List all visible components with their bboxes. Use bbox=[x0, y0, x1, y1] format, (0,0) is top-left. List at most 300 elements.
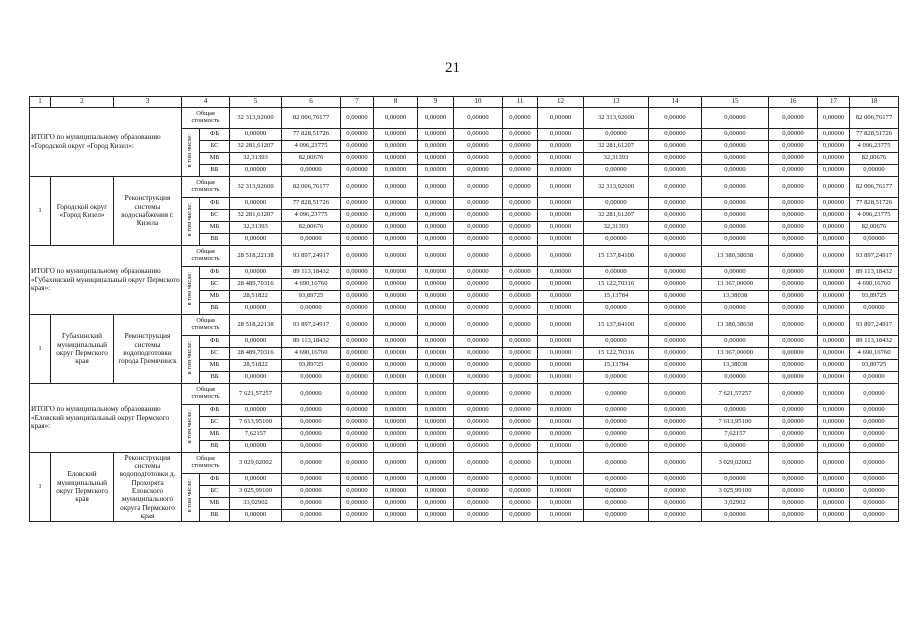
value-cell: 0,00000 bbox=[649, 336, 702, 348]
value-cell: 0,00000 bbox=[418, 372, 454, 384]
value-cell: 0,00000 bbox=[649, 279, 702, 291]
column-number: 14 bbox=[649, 97, 702, 108]
value-cell: 0,00000 bbox=[418, 246, 454, 267]
value-cell: 0,00000 bbox=[649, 510, 702, 522]
value-cell: 0,00000 bbox=[454, 474, 503, 486]
column-number: 4 bbox=[182, 97, 230, 108]
value-cell: 0,00000 bbox=[702, 165, 769, 177]
value-cell: 0,00000 bbox=[818, 234, 850, 246]
value-cell: 0,00000 bbox=[418, 405, 454, 417]
value-cell: 0,00000 bbox=[230, 198, 282, 210]
value-cell: 0,00000 bbox=[769, 246, 818, 267]
value-cell: 0,00000 bbox=[649, 405, 702, 417]
value-cell: 0,00000 bbox=[418, 474, 454, 486]
value-cell: 0,00000 bbox=[584, 453, 649, 474]
value-cell: 0,00000 bbox=[649, 234, 702, 246]
value-cell: 0,00000 bbox=[282, 303, 341, 315]
including-label-text: в том числе: bbox=[186, 134, 194, 168]
value-cell: 0,00000 bbox=[418, 108, 454, 129]
summary-row bbox=[30, 108, 899, 129]
value-cell: 0,00000 bbox=[769, 315, 818, 336]
value-cell: 0,00000 bbox=[584, 441, 649, 453]
value-cell: 0,00000 bbox=[538, 348, 584, 360]
value-cell: 0,00000 bbox=[769, 417, 818, 429]
source-label: ВБ bbox=[200, 441, 230, 453]
including-label bbox=[182, 129, 200, 177]
value-cell: 0,00000 bbox=[649, 129, 702, 141]
value-cell: 0,00000 bbox=[702, 267, 769, 279]
value-cell: 82,00676 bbox=[850, 222, 899, 234]
value-cell: 15,13784 bbox=[584, 360, 649, 372]
value-cell: 32 281,61207 bbox=[230, 210, 282, 222]
value-cell: 0,00000 bbox=[850, 498, 899, 510]
value-cell: 0,00000 bbox=[282, 384, 341, 405]
value-cell: 0,00000 bbox=[850, 510, 899, 522]
value-cell: 0,00000 bbox=[341, 474, 374, 486]
value-cell: 0,00000 bbox=[584, 498, 649, 510]
value-cell: 89 113,18432 bbox=[282, 267, 341, 279]
value-cell: 0,00000 bbox=[818, 246, 850, 267]
value-cell: 0,00000 bbox=[850, 165, 899, 177]
value-cell: 32,31393 bbox=[230, 222, 282, 234]
value-cell: 0,00000 bbox=[454, 108, 503, 129]
value-cell: 0,00000 bbox=[538, 510, 584, 522]
value-cell: 0,00000 bbox=[538, 474, 584, 486]
value-cell: 0,00000 bbox=[374, 129, 418, 141]
value-cell: 0,00000 bbox=[282, 234, 341, 246]
value-cell: 32 281,61207 bbox=[230, 141, 282, 153]
value-cell: 0,00000 bbox=[454, 153, 503, 165]
value-cell: 0,00000 bbox=[282, 453, 341, 474]
item-number: 1 bbox=[30, 453, 51, 522]
value-cell: 33,02902 bbox=[230, 498, 282, 510]
value-cell: 0,00000 bbox=[584, 417, 649, 429]
source-label: ВБ bbox=[200, 234, 230, 246]
value-cell: 32,31393 bbox=[584, 153, 649, 165]
value-cell: 0,00000 bbox=[850, 486, 899, 498]
value-cell: 0,00000 bbox=[341, 453, 374, 474]
value-cell: 0,00000 bbox=[702, 405, 769, 417]
value-cell: 0,00000 bbox=[418, 210, 454, 222]
value-cell: 0,00000 bbox=[649, 210, 702, 222]
value-cell: 0,00000 bbox=[538, 384, 584, 405]
source-label: БС bbox=[200, 348, 230, 360]
source-label: БС bbox=[200, 279, 230, 291]
value-cell: 32,31393 bbox=[584, 222, 649, 234]
value-cell: 0,00000 bbox=[769, 384, 818, 405]
value-cell: 0,00000 bbox=[418, 498, 454, 510]
value-cell: 0,00000 bbox=[282, 510, 341, 522]
value-cell: 0,00000 bbox=[818, 441, 850, 453]
value-cell: 0,00000 bbox=[584, 165, 649, 177]
value-cell: 0,00000 bbox=[584, 198, 649, 210]
value-cell: 32 313,92600 bbox=[230, 177, 282, 198]
value-cell: 0,00000 bbox=[503, 360, 538, 372]
value-cell: 0,00000 bbox=[230, 336, 282, 348]
value-cell: 0,00000 bbox=[538, 165, 584, 177]
source-label: БС bbox=[200, 210, 230, 222]
value-cell: 3 025,99100 bbox=[702, 486, 769, 498]
value-cell: 0,00000 bbox=[769, 510, 818, 522]
value-cell: 0,00000 bbox=[538, 405, 584, 417]
column-number: 6 bbox=[282, 97, 341, 108]
value-cell: 82 006,76177 bbox=[850, 108, 899, 129]
value-cell: 0,00000 bbox=[230, 510, 282, 522]
value-cell: 0,00000 bbox=[374, 267, 418, 279]
value-cell: 7 613,95100 bbox=[230, 417, 282, 429]
value-cell: 0,00000 bbox=[818, 348, 850, 360]
value-cell: 0,00000 bbox=[769, 108, 818, 129]
value-cell: 0,00000 bbox=[649, 177, 702, 198]
value-cell: 0,00000 bbox=[818, 510, 850, 522]
summary-row bbox=[30, 246, 899, 267]
source-label: МБ bbox=[200, 222, 230, 234]
value-cell: 0,00000 bbox=[503, 348, 538, 360]
value-cell: 0,00000 bbox=[418, 441, 454, 453]
value-cell: 0,00000 bbox=[538, 291, 584, 303]
value-cell: 0,00000 bbox=[818, 474, 850, 486]
value-cell: 0,00000 bbox=[454, 510, 503, 522]
value-cell: 0,00000 bbox=[818, 384, 850, 405]
value-cell: 0,00000 bbox=[230, 405, 282, 417]
value-cell: 0,00000 bbox=[818, 336, 850, 348]
value-cell: 13,38038 bbox=[702, 360, 769, 372]
value-cell: 7,62157 bbox=[230, 429, 282, 441]
value-cell: 0,00000 bbox=[649, 108, 702, 129]
value-cell: 0,00000 bbox=[341, 279, 374, 291]
value-cell: 15,13784 bbox=[584, 291, 649, 303]
value-cell: 0,00000 bbox=[454, 234, 503, 246]
value-cell: 0,00000 bbox=[649, 165, 702, 177]
value-cell: 0,00000 bbox=[584, 129, 649, 141]
value-cell: 0,00000 bbox=[230, 267, 282, 279]
value-cell: 0,00000 bbox=[374, 303, 418, 315]
value-cell: 3 029,02002 bbox=[702, 453, 769, 474]
item-row bbox=[30, 453, 899, 474]
value-cell: 0,00000 bbox=[418, 222, 454, 234]
value-cell: 0,00000 bbox=[454, 246, 503, 267]
value-cell: 0,00000 bbox=[769, 303, 818, 315]
object-name: Реконструкция системы водоподготовки д. Прохорята Еловского муниципального округа Пермского края bbox=[114, 453, 182, 522]
column-number: 9 bbox=[418, 97, 454, 108]
value-cell: 0,00000 bbox=[769, 153, 818, 165]
column-number: 12 bbox=[538, 97, 584, 108]
value-cell: 0,00000 bbox=[374, 246, 418, 267]
value-cell: 7 621,57257 bbox=[702, 384, 769, 405]
value-cell: 0,00000 bbox=[230, 303, 282, 315]
value-cell: 0,00000 bbox=[769, 405, 818, 417]
value-cell: 0,00000 bbox=[374, 486, 418, 498]
value-cell: 0,00000 bbox=[702, 108, 769, 129]
value-cell: 0,00000 bbox=[341, 153, 374, 165]
value-cell: 0,00000 bbox=[374, 510, 418, 522]
value-cell: 0,00000 bbox=[341, 498, 374, 510]
value-cell: 0,00000 bbox=[341, 198, 374, 210]
value-cell: 0,00000 bbox=[702, 441, 769, 453]
value-cell: 0,00000 bbox=[454, 486, 503, 498]
value-cell: 0,00000 bbox=[418, 510, 454, 522]
value-cell: 0,00000 bbox=[454, 129, 503, 141]
value-cell: 0,00000 bbox=[341, 510, 374, 522]
value-cell: 13 367,00000 bbox=[702, 348, 769, 360]
value-cell: 0,00000 bbox=[702, 510, 769, 522]
value-cell: 89 113,18432 bbox=[282, 336, 341, 348]
value-cell: 0,00000 bbox=[454, 210, 503, 222]
value-cell: 0,00000 bbox=[374, 384, 418, 405]
value-cell: 0,00000 bbox=[538, 210, 584, 222]
value-cell: 0,00000 bbox=[503, 474, 538, 486]
value-cell: 3,02902 bbox=[702, 498, 769, 510]
value-cell: 93 897,24917 bbox=[850, 315, 899, 336]
value-cell: 77 828,51726 bbox=[282, 198, 341, 210]
value-cell: 0,00000 bbox=[503, 486, 538, 498]
value-cell: 0,00000 bbox=[418, 198, 454, 210]
value-cell: 0,00000 bbox=[769, 129, 818, 141]
value-cell: 0,00000 bbox=[454, 267, 503, 279]
value-cell: 0,00000 bbox=[503, 108, 538, 129]
value-cell: 0,00000 bbox=[374, 474, 418, 486]
total-cost-label: Общая стоимость bbox=[182, 177, 230, 198]
value-cell: 28 489,70316 bbox=[230, 279, 282, 291]
value-cell: 0,00000 bbox=[538, 372, 584, 384]
value-cell: 0,00000 bbox=[341, 372, 374, 384]
value-cell: 0,00000 bbox=[850, 303, 899, 315]
value-cell: 0,00000 bbox=[503, 441, 538, 453]
value-cell: 89 113,18432 bbox=[850, 336, 899, 348]
value-cell: 0,00000 bbox=[649, 453, 702, 474]
value-cell: 0,00000 bbox=[538, 246, 584, 267]
value-cell: 3 029,02002 bbox=[230, 453, 282, 474]
value-cell: 0,00000 bbox=[818, 498, 850, 510]
column-number: 8 bbox=[374, 97, 418, 108]
value-cell: 0,00000 bbox=[649, 267, 702, 279]
source-label: ФБ bbox=[200, 474, 230, 486]
value-cell: 0,00000 bbox=[649, 384, 702, 405]
value-cell: 0,00000 bbox=[418, 177, 454, 198]
value-cell: 0,00000 bbox=[454, 165, 503, 177]
summary-title: ИТОГО по муниципальному образованию «Губахинский муниципальный округ Пермского края»: bbox=[30, 246, 182, 315]
value-cell: 0,00000 bbox=[503, 129, 538, 141]
value-cell: 0,00000 bbox=[418, 141, 454, 153]
value-cell: 0,00000 bbox=[503, 267, 538, 279]
value-cell: 93 897,24917 bbox=[282, 315, 341, 336]
value-cell: 82 006,76177 bbox=[282, 108, 341, 129]
value-cell: 0,00000 bbox=[503, 510, 538, 522]
value-cell: 7 613,95100 bbox=[702, 417, 769, 429]
value-cell: 0,00000 bbox=[538, 486, 584, 498]
value-cell: 0,00000 bbox=[341, 165, 374, 177]
value-cell: 89 113,18432 bbox=[850, 267, 899, 279]
source-label: МБ bbox=[200, 429, 230, 441]
value-cell: 28 518,22138 bbox=[230, 246, 282, 267]
summary-title: ИТОГО по муниципальному образованию «Еловский муниципальный округ Пермского края»: bbox=[30, 384, 182, 453]
value-cell: 0,00000 bbox=[418, 315, 454, 336]
value-cell: 0,00000 bbox=[374, 441, 418, 453]
source-label: ВБ bbox=[200, 303, 230, 315]
value-cell: 0,00000 bbox=[418, 360, 454, 372]
value-cell: 0,00000 bbox=[454, 498, 503, 510]
value-cell: 0,00000 bbox=[454, 384, 503, 405]
value-cell: 0,00000 bbox=[282, 498, 341, 510]
value-cell: 0,00000 bbox=[418, 129, 454, 141]
column-number: 13 bbox=[584, 97, 649, 108]
value-cell: 0,00000 bbox=[702, 234, 769, 246]
value-cell: 0,00000 bbox=[818, 141, 850, 153]
value-cell: 0,00000 bbox=[769, 498, 818, 510]
value-cell: 0,00000 bbox=[850, 474, 899, 486]
value-cell: 0,00000 bbox=[584, 384, 649, 405]
including-label-text: в том числе: bbox=[186, 203, 194, 237]
value-cell: 0,00000 bbox=[649, 141, 702, 153]
value-cell: 0,00000 bbox=[649, 222, 702, 234]
value-cell: 0,00000 bbox=[769, 441, 818, 453]
value-cell: 0,00000 bbox=[769, 279, 818, 291]
value-cell: 82 006,76177 bbox=[850, 177, 899, 198]
value-cell: 0,00000 bbox=[374, 417, 418, 429]
value-cell: 0,00000 bbox=[538, 267, 584, 279]
value-cell: 0,00000 bbox=[418, 165, 454, 177]
value-cell: 93 897,24917 bbox=[282, 246, 341, 267]
value-cell: 0,00000 bbox=[418, 303, 454, 315]
value-cell: 0,00000 bbox=[769, 165, 818, 177]
value-cell: 0,00000 bbox=[818, 405, 850, 417]
value-cell: 0,00000 bbox=[341, 222, 374, 234]
value-cell: 0,00000 bbox=[584, 372, 649, 384]
value-cell: 0,00000 bbox=[454, 441, 503, 453]
value-cell: 0,00000 bbox=[503, 372, 538, 384]
value-cell: 0,00000 bbox=[769, 291, 818, 303]
summary-row bbox=[30, 384, 899, 405]
value-cell: 0,00000 bbox=[649, 372, 702, 384]
value-cell: 77 828,51726 bbox=[282, 129, 341, 141]
value-cell: 0,00000 bbox=[503, 177, 538, 198]
value-cell: 93,89725 bbox=[850, 291, 899, 303]
value-cell: 0,00000 bbox=[584, 336, 649, 348]
value-cell: 0,00000 bbox=[454, 279, 503, 291]
value-cell: 15 137,84100 bbox=[584, 246, 649, 267]
source-label: БС bbox=[200, 141, 230, 153]
value-cell: 4 096,23775 bbox=[850, 141, 899, 153]
value-cell: 0,00000 bbox=[230, 372, 282, 384]
value-cell: 0,00000 bbox=[503, 210, 538, 222]
source-label: МБ bbox=[200, 291, 230, 303]
column-number: 1 bbox=[30, 97, 51, 108]
value-cell: 0,00000 bbox=[649, 291, 702, 303]
value-cell: 77 828,51726 bbox=[850, 129, 899, 141]
value-cell: 0,00000 bbox=[418, 429, 454, 441]
value-cell: 0,00000 bbox=[282, 474, 341, 486]
value-cell: 0,00000 bbox=[418, 267, 454, 279]
value-cell: 15 137,84100 bbox=[584, 315, 649, 336]
value-cell: 0,00000 bbox=[418, 336, 454, 348]
summary-title: ИТОГО по муниципальному образованию «Городской округ «Город Кизел»: bbox=[30, 108, 182, 177]
value-cell: 0,00000 bbox=[769, 486, 818, 498]
total-cost-label: Общая стоимость bbox=[182, 453, 230, 474]
value-cell: 0,00000 bbox=[454, 315, 503, 336]
value-cell: 4 096,23775 bbox=[282, 210, 341, 222]
value-cell: 0,00000 bbox=[282, 429, 341, 441]
value-cell: 0,00000 bbox=[769, 198, 818, 210]
value-cell: 0,00000 bbox=[503, 303, 538, 315]
value-cell: 0,00000 bbox=[374, 153, 418, 165]
value-cell: 0,00000 bbox=[374, 291, 418, 303]
value-cell: 0,00000 bbox=[538, 453, 584, 474]
value-cell: 0,00000 bbox=[702, 153, 769, 165]
value-cell: 0,00000 bbox=[538, 315, 584, 336]
value-cell: 0,00000 bbox=[454, 405, 503, 417]
value-cell: 0,00000 bbox=[374, 336, 418, 348]
value-cell: 0,00000 bbox=[538, 429, 584, 441]
value-cell: 0,00000 bbox=[538, 279, 584, 291]
value-cell: 0,00000 bbox=[818, 210, 850, 222]
value-cell: 0,00000 bbox=[649, 429, 702, 441]
value-cell: 0,00000 bbox=[649, 441, 702, 453]
value-cell: 0,00000 bbox=[454, 291, 503, 303]
value-cell: 0,00000 bbox=[538, 417, 584, 429]
total-cost-label: Общая стоимость bbox=[182, 246, 230, 267]
item-row bbox=[30, 315, 899, 336]
value-cell: 0,00000 bbox=[818, 165, 850, 177]
column-number: 18 bbox=[850, 97, 899, 108]
value-cell: 82,00676 bbox=[850, 153, 899, 165]
value-cell: 0,00000 bbox=[818, 198, 850, 210]
municipality-name: Губахинский муниципальный округ Пермского края bbox=[51, 315, 114, 384]
column-number: 5 bbox=[230, 97, 282, 108]
value-cell: 3 025,99100 bbox=[230, 486, 282, 498]
value-cell: 0,00000 bbox=[503, 246, 538, 267]
value-cell: 0,00000 bbox=[818, 108, 850, 129]
value-cell: 0,00000 bbox=[769, 210, 818, 222]
value-cell: 0,00000 bbox=[538, 360, 584, 372]
value-cell: 0,00000 bbox=[374, 165, 418, 177]
value-cell: 0,00000 bbox=[374, 372, 418, 384]
value-cell: 0,00000 bbox=[538, 303, 584, 315]
value-cell: 0,00000 bbox=[374, 429, 418, 441]
value-cell: 0,00000 bbox=[374, 141, 418, 153]
funding-table bbox=[29, 96, 899, 522]
value-cell: 0,00000 bbox=[230, 474, 282, 486]
column-number: 7 bbox=[341, 97, 374, 108]
value-cell: 13 380,38038 bbox=[702, 246, 769, 267]
column-number: 3 bbox=[114, 97, 182, 108]
value-cell: 0,00000 bbox=[374, 453, 418, 474]
value-cell: 93 897,24917 bbox=[850, 246, 899, 267]
value-cell: 0,00000 bbox=[503, 165, 538, 177]
value-cell: 0,00000 bbox=[503, 384, 538, 405]
value-cell: 0,00000 bbox=[702, 474, 769, 486]
value-cell: 93,89725 bbox=[282, 360, 341, 372]
value-cell: 0,00000 bbox=[341, 384, 374, 405]
value-cell: 0,00000 bbox=[503, 153, 538, 165]
value-cell: 0,00000 bbox=[503, 222, 538, 234]
value-cell: 0,00000 bbox=[538, 234, 584, 246]
value-cell: 0,00000 bbox=[503, 198, 538, 210]
source-label: МБ bbox=[200, 498, 230, 510]
value-cell: 0,00000 bbox=[341, 486, 374, 498]
value-cell: 0,00000 bbox=[769, 474, 818, 486]
value-cell: 0,00000 bbox=[584, 510, 649, 522]
value-cell: 0,00000 bbox=[341, 141, 374, 153]
item-number: 1 bbox=[30, 177, 51, 246]
value-cell: 0,00000 bbox=[538, 108, 584, 129]
value-cell: 0,00000 bbox=[341, 129, 374, 141]
value-cell: 82,00676 bbox=[282, 153, 341, 165]
source-label: ФБ bbox=[200, 267, 230, 279]
value-cell: 82 006,76177 bbox=[282, 177, 341, 198]
source-label: ФБ bbox=[200, 129, 230, 141]
value-cell: 0,00000 bbox=[503, 234, 538, 246]
value-cell: 93,89725 bbox=[282, 291, 341, 303]
